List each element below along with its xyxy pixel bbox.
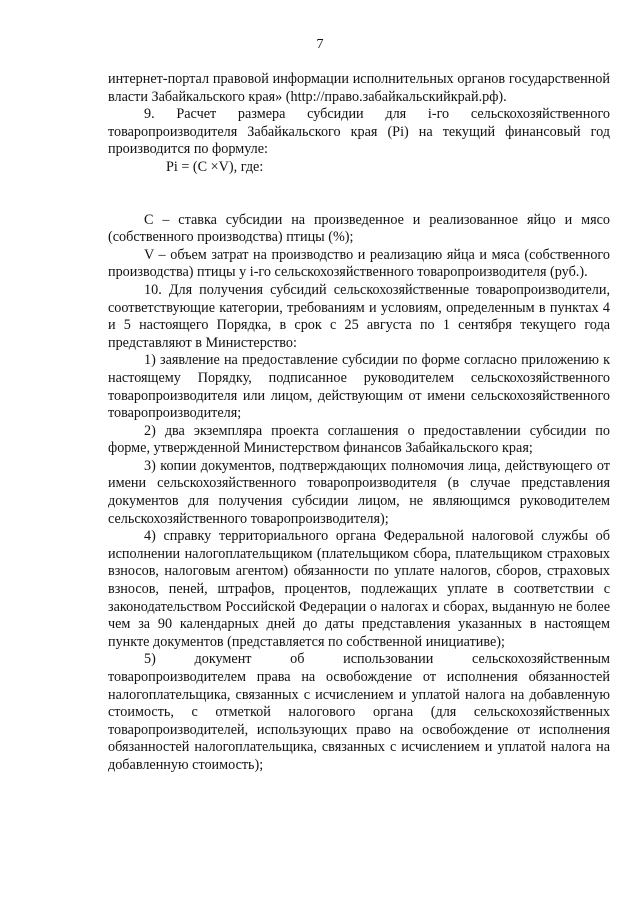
paragraph-portal: интернет-портал правовой информации исполнительных органов государственной власти Забайкальского края» (http://право.забайкальскийкрай.рф). [108, 71, 610, 105]
page-number: 7 [316, 37, 324, 52]
document-body [108, 71, 610, 775]
formula-text: Pi = (С ×V), где: [166, 158, 264, 175]
formula [108, 159, 610, 177]
definition-v: V – объем затрат на производство и реализацию яйца и мяса (собственного производства) птицы у i-го сельскохозяйственного товаропроизводителя (руб.). [108, 246, 610, 281]
list-item-2: 2) два экземпляра проекта соглашения о предоставлении субсидии по форме, утвержденной Министерством финансов Забайкальского края; [108, 422, 610, 457]
paragraph-10: 10. Для получения субсидий сельскохозяйственные товаропроизводители, соответствующие категории, требованиям и условиям, определенным в пунктах 4 и 5 настоящего Порядка, в срок с 25 августа по 1 сентября текущего года представляют в Министерство: [108, 281, 610, 351]
list-item-4: 4) справку территориального органа Федеральной налоговой службы об исполнении налогоплательщиком (плательщиком сбора, плательщиком страховых взносов, налоговым агентом) обязанности по уплате налогов, сборов, страховых взносов, пеней, штрафов, процентов, подлежащих уплате в соответствии с законодательством Российской Федерации о налогах и сборах, выданную не более чем за 90 календарных дней до даты представления указанных в настоящем пункте документов (представляется по собственной инициативе); [108, 528, 610, 650]
list-item-5: 5) документ об использовании сельскохозяйственным товаропроизводителем права на освобождение от исполнения обязанностей налогоплательщика, связанных с исчислением и уплатой налога на добавленную стоимость, с отметкой налогового органа (для сельскохозяйственных товаропроизводителей, использующих право на освобождение от исполнения обязанностей налогоплательщика, связанных с исчислением и уплатой налога на добавленную стоимость); [108, 651, 610, 773]
list-item-1: 1) заявление на предоставление субсидии по форме согласно приложению к настоящему Порядку, подписанное руководителем сельскохозяйственного товаропроизводителя или лицом, действующим от имени сельскохозяйственного товаропроизводителя; [108, 352, 610, 422]
list-item-3: 3) копии документов, подтверждающих полномочия лица, действующего от имени сельскохозяйственного товаропроизводителя (в случае представления документов для получения субсидии лицом, не являющимся руководителем сельскохозяйственного товаропроизводителя); [108, 457, 610, 527]
definition-c: С – ставка субсидии на произведенное и реализованное яйцо и мясо (собственного производства) птицы (%); [108, 211, 610, 246]
paragraph-9: 9. Расчет размера субсидии для i-го сельскохозяйственного товаропроизводителя Забайкальского края (Pi) на текущий финансовый год производится по формуле: [108, 106, 610, 158]
